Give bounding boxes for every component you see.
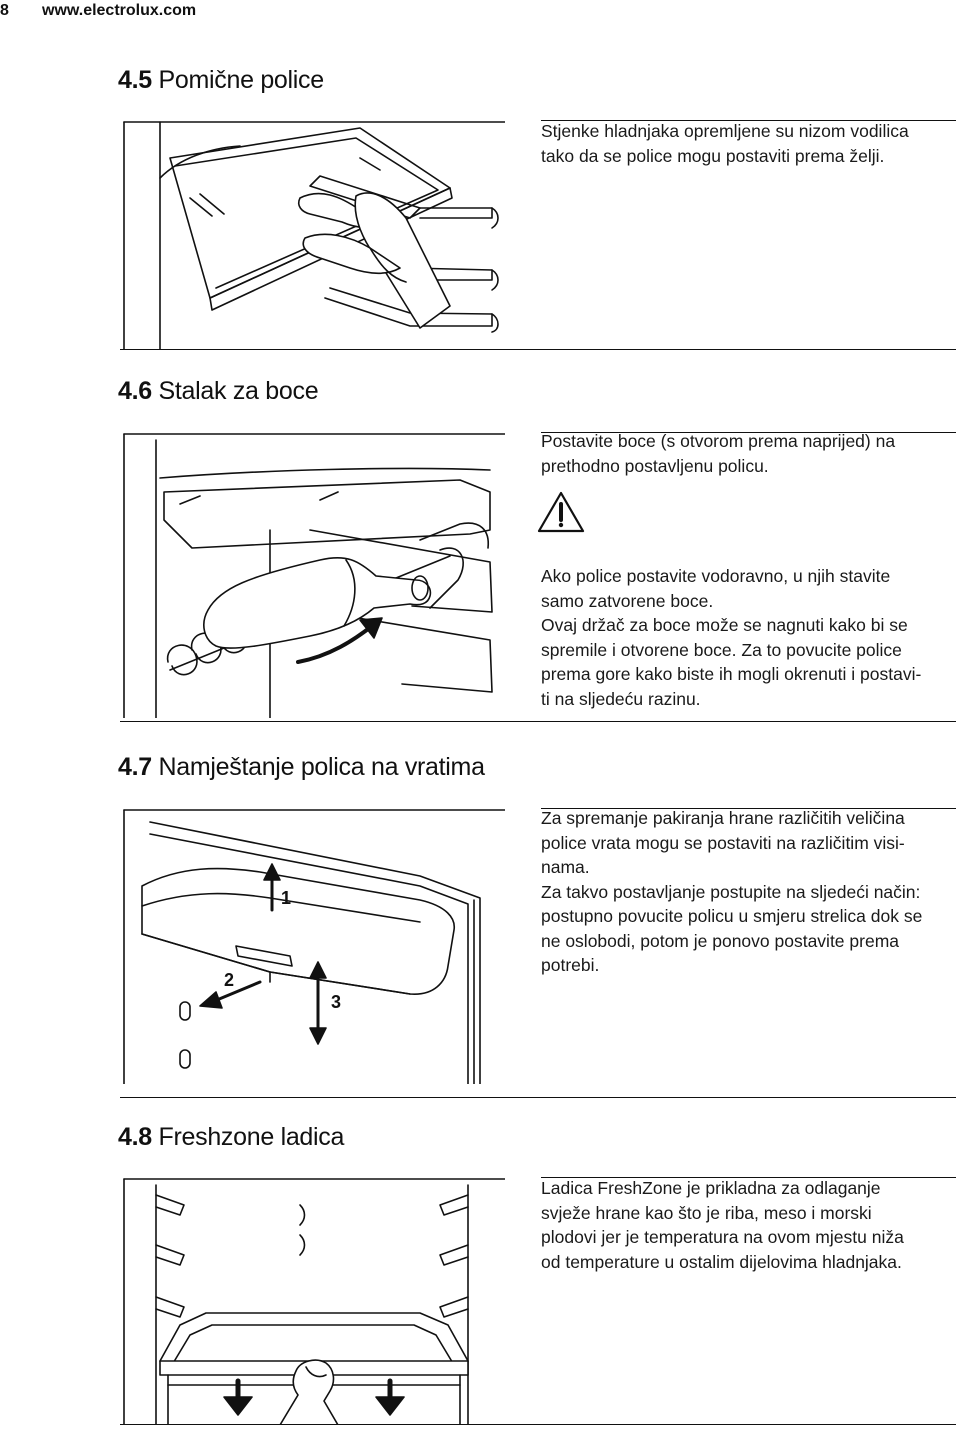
text-line: svježe hrane kao što je riba, meso i morski [541,1202,872,1223]
section-title-4-6 [118,377,318,406]
section-title-4-7 [118,753,485,782]
freshzone-drawer-illustration [120,1175,505,1425]
section-4-7-text [541,806,922,978]
text-line: postupno povucite policu u smjeru strelica dok se [541,906,923,926]
section-heading: Stalak za boce [158,377,319,405]
warning-triangle-icon [536,490,586,539]
section-4-5-text [541,119,909,168]
text-line: Ako police postavite vodoravno, u njih stavite [541,566,891,586]
section-4-8-text [541,1176,904,1274]
text-line: Stjenke hladnjaka opremljene su nizom vodilica [541,121,909,141]
divider [120,1424,956,1425]
figure-label-3: 3 [331,992,342,1012]
text-line: potrebi. [541,955,600,975]
divider [120,721,956,722]
text-line: od temperature u ostalim dijelovima hladnjaka. [541,1251,902,1272]
section-heading: Freshzone ladica [158,1123,345,1151]
figure-label-2: 2 [224,970,235,990]
section-title-4-8 [118,1123,344,1152]
section-title-4-5 [118,66,324,95]
text-line: nama. [541,857,590,877]
text-line: prethodno postavljenu policu. [541,455,769,476]
movable-shelves-illustration [120,118,505,350]
site-url[interactable]: www.electrolux.com [42,2,197,19]
section-number: 4.7 [118,753,152,781]
text-line: plodovi jer je temperatura na ovom mjestu niža [541,1227,904,1247]
section-heading: Namještanje polica na vratima [158,753,485,781]
text-line: police vrata mogu se postaviti na različitim visi- [541,832,905,853]
divider [120,1097,956,1098]
warning-text [541,564,921,711]
text-line: prema gore kako biste ih mogli okrenuti i postavi- [541,664,922,684]
section-4-6-text [541,429,895,478]
section-heading: Pomične police [158,66,324,94]
text-line: spremile i otvorene boce. Za to povucite police [541,639,902,660]
section-number: 4.8 [118,1123,152,1151]
door-shelf-illustration [120,806,505,1084]
text-line: Ovaj držač za boce može se nagnuti kako bi se [541,615,908,635]
text-line: tako da se police mogu postaviti prema želji. [541,145,885,166]
section-number: 4.6 [118,377,152,405]
text-line: samo zatvorene boce. [541,590,714,611]
text-line: Postavite boce (s otvorom prema naprijed) na [541,431,896,451]
bottle-rack-illustration [120,430,505,718]
divider [120,349,956,350]
text-line: Ladica FreshZone je prikladna za odlaganje [541,1178,881,1198]
figure-label-1: 1 [281,888,292,908]
page-number: 8 [0,2,9,19]
section-number: 4.5 [118,66,152,94]
text-line: Za spremanje pakiranja hrane različitih veličina [541,808,905,828]
text-line: Za takvo postavljanje postupite na sljedeći način: [541,881,921,902]
text-line: ti na sljedeću razinu. [541,688,701,709]
text-line: ne oslobodi, potom je ponovo postavite prema [541,930,900,951]
